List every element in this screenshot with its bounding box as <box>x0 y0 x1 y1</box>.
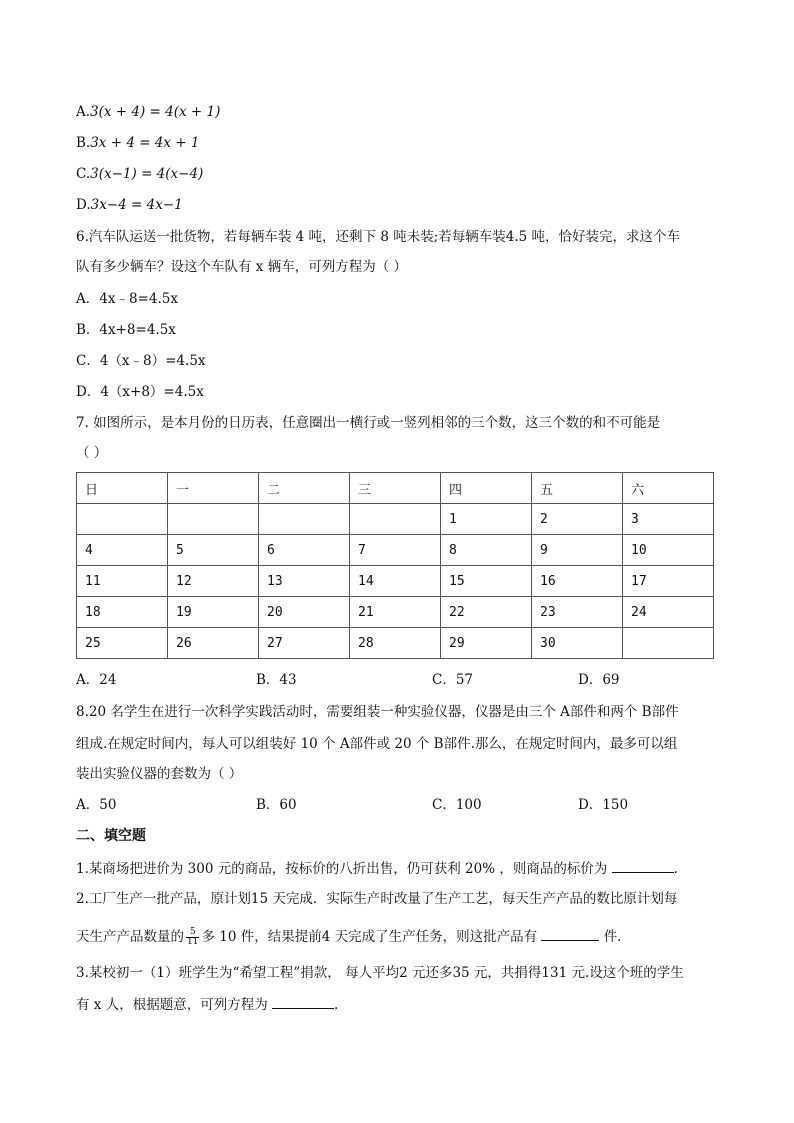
q8-option-d: D．150 <box>578 797 629 813</box>
calendar-cell: 12 <box>168 566 259 597</box>
calendar-cell: 3 <box>623 504 714 535</box>
q8-option-a: A．50 <box>76 797 117 813</box>
calendar-row <box>77 566 714 597</box>
fill-q2-text-b: 多 10 件，结果提前4 天完成了生产任务，则这批产品有 <box>201 929 538 945</box>
fill-q3-line2 <box>76 994 338 1015</box>
calendar-cell: 1 <box>441 504 532 535</box>
calendar-cell: 24 <box>623 597 714 628</box>
fill-q1-text: 1.某商场把进价为 300 元的商品，按标价的八折出售，仍可获利 20% ，则商品的标价为 <box>76 861 608 877</box>
calendar-cell: 9 <box>532 535 623 566</box>
equation: 3x + 4 = 4x + 1 <box>90 135 200 151</box>
calendar-header-cell: 五 <box>532 473 623 504</box>
fill-q3-line1: 3.某校初一（1）班学生为“希望工程”捐款， 每人平均2 元还多35 元，共捐得131 元.设这个班的学生 <box>76 965 684 981</box>
calendar-cell <box>168 504 259 535</box>
calendar-cell <box>623 628 714 659</box>
calendar-cell: 2 <box>532 504 623 535</box>
calendar-header-cell: 一 <box>168 473 259 504</box>
calendar-cell: 30 <box>532 628 623 659</box>
option-letter: D. <box>76 197 91 213</box>
calendar-cell: 14 <box>350 566 441 597</box>
calendar-cell <box>350 504 441 535</box>
calendar-cell: 10 <box>623 535 714 566</box>
calendar-cell: 19 <box>168 597 259 628</box>
q6-option-a: A．4x﹣8=4.5x <box>76 291 178 307</box>
q8-option-c: C．100 <box>432 797 482 813</box>
calendar-header-cell: 二 <box>259 473 350 504</box>
prev-option-d <box>76 195 183 215</box>
q8-stem-line1: 8.20 名学生在进行一次科学实践活动时，需要组装一种实验仪器，仪器是由三个 A部件和两个 B部件 <box>76 704 679 720</box>
equation: 3(x + 4) = 4(x + 1) <box>90 104 221 120</box>
fraction-numerator: 5 <box>186 928 199 938</box>
q7-option-c: C．57 <box>432 672 474 688</box>
q8-stem-line3: 装出实验仪器的套数为（ ） <box>76 766 243 782</box>
option-letter: C. <box>76 166 91 182</box>
answer-blank[interactable] <box>541 926 599 941</box>
q6-option-b: B．4x+8=4.5x <box>76 322 176 338</box>
calendar-cell: 27 <box>259 628 350 659</box>
calendar-cell: 20 <box>259 597 350 628</box>
fill-q3-end: . <box>334 997 339 1013</box>
fill-q2-line2 <box>76 926 631 947</box>
calendar-cell: 18 <box>77 597 168 628</box>
fill-q1-end: . <box>673 861 678 877</box>
equation: 3(x−1) = 4(x−4) <box>90 166 204 182</box>
calendar-cell: 7 <box>350 535 441 566</box>
calendar-cell: 17 <box>623 566 714 597</box>
calendar-row <box>77 628 714 659</box>
calendar-cell: 11 <box>77 566 168 597</box>
fill-q1 <box>76 858 678 879</box>
equation: 3x−4 = 4x−1 <box>90 197 183 213</box>
section-title: 二、填空题 <box>76 828 146 844</box>
calendar-table <box>76 472 714 659</box>
calendar-header-cell: 三 <box>350 473 441 504</box>
calendar-cell: 26 <box>168 628 259 659</box>
q8-stem-line2: 组成.在规定时间内，每人可以组装好 10 个 A部件或 20 个 B部件.那么，在规定时间内，最多可以组 <box>76 736 678 752</box>
q7-option-b: B．43 <box>256 672 297 688</box>
prev-option-c <box>76 164 203 184</box>
fill-q2-text-a: 天生产产品数量的 <box>76 929 184 945</box>
answer-blank[interactable] <box>272 994 334 1009</box>
calendar-row <box>77 597 714 628</box>
calendar-row <box>77 535 714 566</box>
q7-stem-line2: （ ） <box>76 445 108 461</box>
calendar-cell: 21 <box>350 597 441 628</box>
calendar-header-cell: 四 <box>441 473 532 504</box>
q6-stem-line2: 队有多少辆车？设这个车队有 x 辆车，可列方程为（ ） <box>76 259 407 275</box>
calendar-cell: 29 <box>441 628 532 659</box>
option-letter: B. <box>76 135 91 151</box>
calendar-cell: 13 <box>259 566 350 597</box>
q7-option-a: A．24 <box>76 672 117 688</box>
fraction <box>186 928 199 947</box>
calendar-header-cell: 六 <box>623 473 714 504</box>
calendar-cell <box>77 504 168 535</box>
q6-stem-line1: 6.汽车队运送一批货物，若每辆车装 4 吨，还剩下 8 吨未装;若每辆车装4.5 吨，恰好装完，求这个车 <box>76 229 681 245</box>
q6-option-c: C．4（x﹣8）=4.5x <box>76 353 206 369</box>
calendar-cell <box>259 504 350 535</box>
q6-option-d: D．4（x+8）=4.5x <box>76 384 204 400</box>
calendar-cell: 5 <box>168 535 259 566</box>
prev-option-b <box>76 133 199 153</box>
calendar-cell: 6 <box>259 535 350 566</box>
q8-option-b: B．60 <box>256 797 297 813</box>
answer-blank[interactable] <box>612 858 674 873</box>
q7-stem-line1: 7. 如图所示，是本月份的日历表，任意圈出一横行或一竖列相邻的三个数，这三个数的和不可能是 <box>76 415 661 431</box>
calendar-header-cell: 日 <box>77 473 168 504</box>
calendar-cell: 28 <box>350 628 441 659</box>
calendar-cell: 8 <box>441 535 532 566</box>
calendar-cell: 25 <box>77 628 168 659</box>
fraction-denominator: 11 <box>187 937 199 947</box>
calendar-cell: 15 <box>441 566 532 597</box>
q7-option-d: D．69 <box>578 672 620 688</box>
fill-q2-line1: 2.工厂生产一批产品，原计划15 天完成．实际生产时改量了生产工艺，每天生产产品的数比原计划每 <box>76 891 678 907</box>
calendar-cell: 4 <box>77 535 168 566</box>
option-letter: A. <box>76 104 91 120</box>
fill-q2-text-c: 件． <box>603 929 631 945</box>
fill-q3-text: 有 x 人，根据题意，可列方程为 <box>76 997 268 1013</box>
calendar-cell: 22 <box>441 597 532 628</box>
calendar-cell: 23 <box>532 597 623 628</box>
calendar-cell: 16 <box>532 566 623 597</box>
calendar-row <box>77 504 714 535</box>
calendar-header-row <box>77 473 714 504</box>
prev-option-a <box>76 102 220 122</box>
